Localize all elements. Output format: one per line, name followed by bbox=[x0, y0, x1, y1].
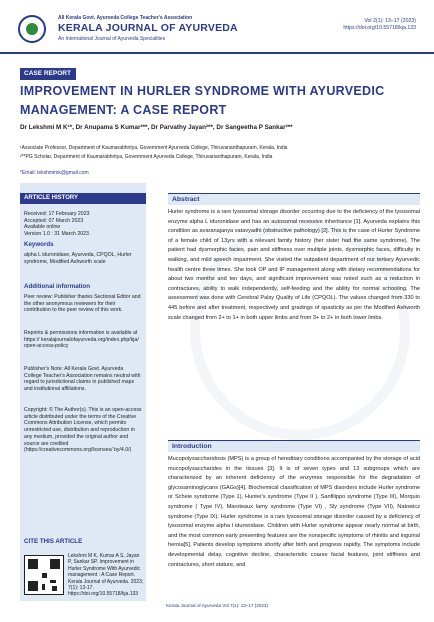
title-line-2: MANAGEMENT: A CASE REPORT bbox=[20, 103, 227, 117]
introduction-text: Mucopolysaccharidosis (MPS) is a group of hereditary conditions accompanied by the storage of acid mucopolysaccharides in the tissues [3]. It is of seven types and 13 subgroups which are characterized by an inherent deficiency of the enzymes responsible for the degradation of glycosaminoglycans (GAGs)[4]. Biochemical classification of MPS disorders include Hurler syndrome or Scheie syndrome (Type 1), Hunter's syndrome (Type II ), Sanfilippo syndrome (Type III), Morquio syndrome ( Type IV), Maroteaux lamy syndrome (Type VI) , Sly syndrome (Type VII), Natowicz syndrome (Type IX). Hurler syndrome is a rare lysosomal storage disorder caused by a deficiency of lysosomal enzyme alpha l iduronidase. Children with Hurler syndrome appear nearly normal at birth, and the most common early presenting features are the nonspecific symptoms of rhinitis and inguinal hernia[5]. Patients develop symptoms shortly after birth and progress rapidly. The symptoms include developmental delay, cognitive decline, characteristic coarse facial features, joint stiffness and contractures, short stature, and bbox=[168, 456, 420, 568]
journal-subtitle: An International Journal of Ayurveda Specialities bbox=[58, 36, 166, 42]
volume-info bbox=[343, 18, 416, 32]
qr-code bbox=[24, 555, 64, 595]
title-line-1: IMPROVEMENT IN HURLER SYNDROME WITH AYURVEDIC bbox=[20, 84, 385, 98]
affiliation-2: ²**PG Scholar, Department of Kaumarabhritya, Government Ayurveda College, Thiruvananthapuram, Kerala, India bbox=[20, 154, 273, 160]
page-footer: Kerala Journal of Ayurveda Vol 7(1): 13–17 (2023) bbox=[165, 603, 269, 608]
reprints-note: Reprints & permissions information is available at https:// keralajournalofayurveda.org/index.php/kja/ open-access-policy bbox=[24, 330, 139, 350]
version-date: Version 1.0 : 31 March 2023 bbox=[24, 231, 89, 238]
abstract-heading: Abstract bbox=[168, 193, 420, 205]
peer-review-note: Peer review: Publisher thanks Sectional Editor and the other anonymous reviewers for their contribution to the peer review of this work. bbox=[24, 294, 141, 314]
received-date: Received: 17 February 2023 bbox=[24, 211, 90, 217]
article-type-badge: CASE REPORT bbox=[20, 68, 76, 80]
article-history bbox=[24, 211, 142, 238]
publisher-note: Publisher's Note: All Kerala Govt. Ayurveda College Teacher's Association remains neutral with regard to jurisdictional claims in published maps and institutional affiliations. bbox=[24, 366, 141, 393]
affiliation-1: ¹Associate Professor, Department of Kaumarabhritya, Government Ayurveda College, Thiruvananthapuram, Kerala, India bbox=[20, 145, 288, 151]
copyright-note: Copyright: © The Author(s). This is an open-access article distributed under the terms of the Creative Commons Attribution License, which permits unrestricted use, distribution and reproduction in any medium, provided the original author and source are credited (https://creativecommons.org/licenses/ by/4.0/) bbox=[24, 407, 142, 454]
corresponding-email[interactable]: *Email: lekshmimk@gmail.com bbox=[20, 170, 89, 176]
association-name: All Kerala Govt. Ayurveda College Teacher's Association bbox=[58, 15, 193, 21]
author-list: Dr Lekshmi M K¹*, Dr Anupama S Kumar²**, Dr Parvathy Jayan²**, Dr Sangeetha P Sankar²** bbox=[20, 124, 293, 131]
article-title bbox=[20, 82, 420, 120]
additional-info-heading: Additional information bbox=[24, 283, 90, 290]
introduction-heading: Introduction bbox=[168, 440, 420, 452]
doi-link[interactable]: https://doi.org/10.55718/kja.133 bbox=[343, 25, 416, 31]
keywords-list: alpha L iduronidase, Ayurveda, CPQOL, Hurler syndrome, Modified Ashworth scale bbox=[24, 252, 132, 265]
available-online: Available online bbox=[24, 224, 61, 231]
volume-text: Vol 2(1): 13–17 (2023) bbox=[364, 18, 416, 24]
accepted-date: Accepted: 07 March 2023 bbox=[24, 217, 84, 224]
journal-name: KERALA JOURNAL OF AYURVEDA bbox=[58, 22, 238, 34]
article-history-heading: ARTICLE HISTORY bbox=[20, 193, 146, 204]
header-rule bbox=[0, 52, 434, 54]
abstract-text: Hurler syndrome is a rare lysosomal storage disorder occurring due to the deficiency of the lysosomal enzyme alpha L iduronidase and has an autosomal recessive inheritance [1]. Ayurveda explains this condition as avaranajanya vatavyadhi (obstructive pathology) [2]. This is the case of Hurler Syndrome of a female child of 13yrs with a relevant family history (her sister had the same syndrome). The patient had dysmorphic facies, pain and stiffness over multiple joints, dysmorphic faces, difficulty in walking, and mild speech impairment. She visited the outpatient department of our tertiary Ayurvedic health centre three times. She took OP and IP management along with dietary recommendations for about two months and ten days, and significant improvement was noted such as a reduction in contractures, ability to walk independently, self-feeding and the ability for normal schooling. The assessment was done with Cerebral Palsy Quality of Life (CPQOL). The values changed from 330 to 445 before and after treatment, respectively and gradings of spasticity as per the Modified Ashworth scale changed from 2+ to 1+ in both upper limbs and from 3+ to 2+ in both lower limbs. bbox=[168, 209, 420, 321]
keywords-heading: Keywords bbox=[24, 241, 54, 248]
journal-logo bbox=[18, 15, 46, 43]
cite-heading: CITE THIS ARTICLE bbox=[24, 538, 83, 545]
citation-text: Lekshmi M K, Kumar A S, Jayan P, Sankar SP. Improvement in Hurler Syndrome With Ayurvedic management : A Case Report. Kerala Journal of Ayurveda. 2023; 7(1): 13-17. https://doi.org/10.55718/kja.133 bbox=[68, 553, 144, 598]
